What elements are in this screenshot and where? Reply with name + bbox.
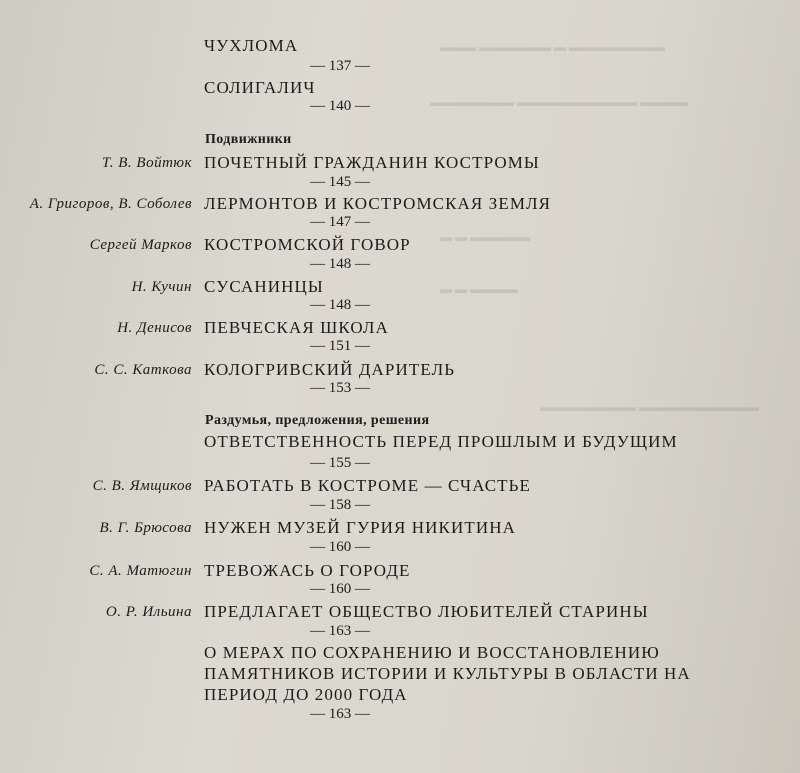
entry-title: ПЕВЧЕСКАЯ ШКОЛА [204, 318, 389, 337]
entry-page-number: — 155 — [310, 455, 370, 471]
section-heading: Раздумья, предложения, решения [205, 413, 430, 428]
entry-title-line: О МЕРАХ ПО СОХРАНЕНИЮ И ВОССТАНОВЛЕНИЮ [204, 643, 660, 662]
show-through-text: ▬▬▬▬▬▬▬ ▬▬▬▬▬▬▬▬▬▬ ▬▬▬▬ [430, 95, 688, 109]
entry-author: С. В. Ямщиков [92, 478, 192, 494]
entry-title-multiline [204, 642, 764, 705]
entry-title: НУЖЕН МУЗЕЙ ГУРИЯ НИКИТИНА [204, 518, 516, 537]
show-through-text: ▬▬▬ ▬▬▬▬▬▬ ▬ ▬▬▬▬▬▬▬▬ [440, 40, 665, 54]
entry-author: Н. Денисов [117, 320, 192, 336]
entry-title: РАБОТАТЬ В КОСТРОМЕ — СЧАСТЬЕ [204, 476, 532, 495]
entry-title: КОСТРОМСКОЙ ГОВОР [204, 235, 411, 254]
entry-author: С. С. Каткова [94, 362, 192, 378]
entry-author: Н. Кучин [131, 279, 192, 295]
entry-author: А. Григоров, В. Соболев [29, 196, 192, 212]
entry-page-number: — 145 — [310, 174, 370, 190]
entry-author: Сергей Марков [89, 237, 192, 253]
show-through-text: ▬ ▬ ▬▬▬▬▬ [440, 230, 530, 244]
entry-title: ПОЧЕТНЫЙ ГРАЖДАНИН КОСТРОМЫ [204, 153, 540, 172]
entry-author: В. Г. Брюсова [99, 520, 192, 536]
entry-page-number: — 148 — [310, 256, 370, 272]
entry-page-number: — 153 — [310, 380, 370, 396]
entry-page-number: — 163 — [310, 623, 370, 639]
entry-page-number: — 137 — [310, 58, 370, 74]
entry-title: ЧУХЛОМА [204, 36, 299, 55]
entry-title: КОЛОГРИВСКИЙ ДАРИТЕЛЬ [204, 360, 456, 379]
entry-title: ПРЕДЛАГАЕТ ОБЩЕСТВО ЛЮБИТЕЛЕЙ СТАРИНЫ [204, 602, 649, 621]
entry-title: ЛЕРМОНТОВ И КОСТРОМСКАЯ ЗЕМЛЯ [204, 194, 552, 213]
entry-page-number: — 151 — [310, 338, 370, 354]
entry-author: Т. В. Войтюк [101, 155, 192, 171]
section-heading: Подвижники [205, 132, 292, 147]
entry-page-number: — 148 — [310, 297, 370, 313]
entry-page-number: — 160 — [310, 539, 370, 555]
entry-page-number: — 160 — [310, 581, 370, 597]
entry-author: О. Р. Ильина [105, 604, 192, 620]
entry-title-line: ПАМЯТНИКОВ ИСТОРИИ И КУЛЬТУРЫ В ОБЛАСТИ НА [204, 664, 691, 683]
entry-page-number: — 147 — [310, 214, 370, 230]
entry-page-number: — 158 — [310, 497, 370, 513]
entry-title-line: ПЕРИОД ДО 2000 ГОДА [204, 685, 408, 704]
entry-title: ОТВЕТСТВЕННОСТЬ ПЕРЕД ПРОШЛЫМ И БУДУЩИМ [204, 432, 678, 451]
entry-page-number: — 140 — [310, 98, 370, 114]
entry-title: ТРЕВОЖАСЬ О ГОРОДЕ [204, 561, 411, 580]
show-through-text: ▬▬▬▬▬▬▬▬ ▬▬▬▬▬▬▬▬▬▬ [540, 400, 759, 414]
entry-author: С. А. Матюгин [89, 563, 192, 579]
entry-page-number: — 163 — [310, 706, 370, 722]
entry-title: СОЛИГАЛИЧ [204, 78, 316, 97]
entry-title: СУСАНИНЦЫ [204, 277, 324, 296]
show-through-text: ▬ ▬ ▬▬▬▬ [440, 282, 518, 296]
